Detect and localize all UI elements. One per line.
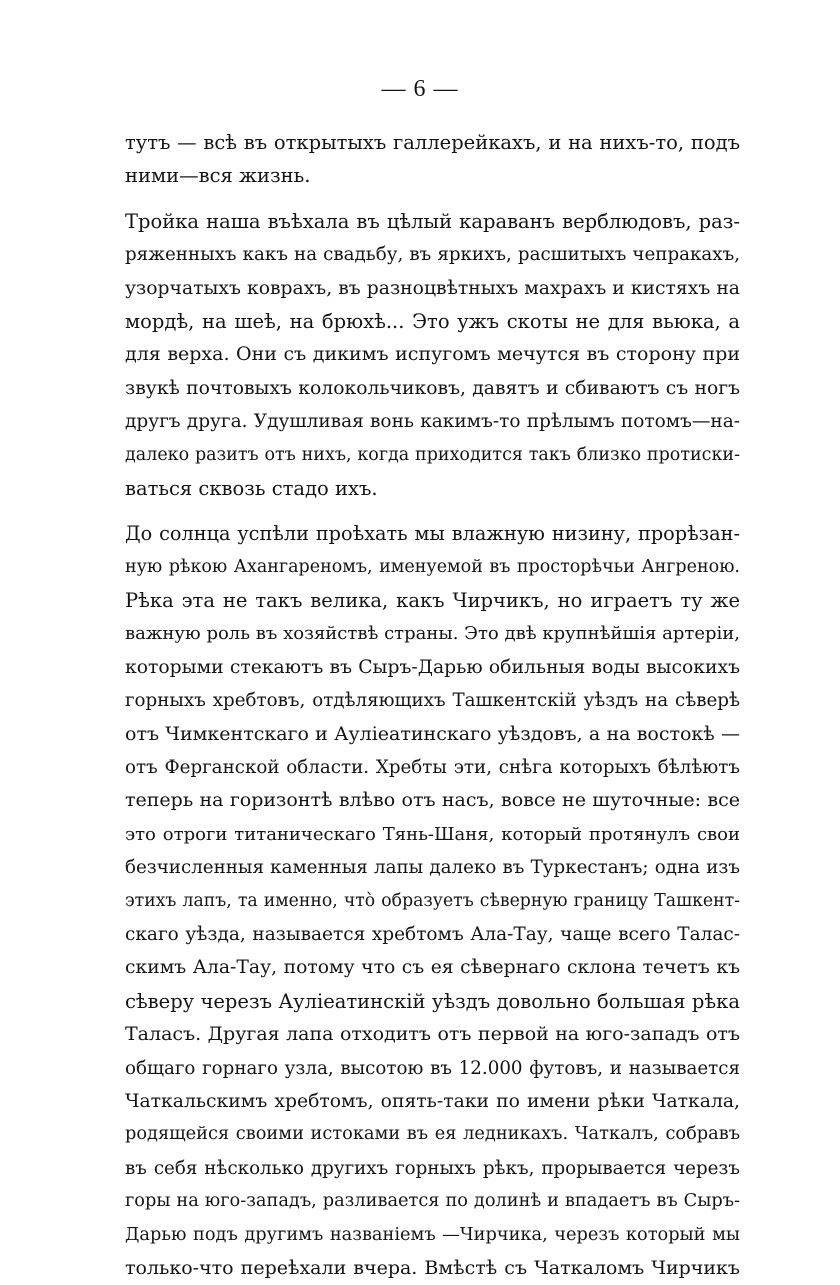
text-line: которыми стекаютъ въ Сыръ-Дарью обильныя воды высокихъ xyxy=(125,656,740,678)
text-line: Таласъ. Другая лапа отходитъ отъ первой на юго-западъ отъ xyxy=(125,1023,740,1046)
body-text xyxy=(125,126,740,1285)
text-line: узорчатыхъ коврахъ, въ разноцвѣтныхъ махрахъ и кистяхъ на xyxy=(125,277,740,299)
text-line: только-что переѣхали вчера. Вмѣстѣ съ Чаткаломъ Чирчикъ xyxy=(125,1256,740,1279)
text-line: ряженныхъ какъ на свадьбу, въ яркихъ, расшитыхъ чепракахъ, xyxy=(125,244,740,266)
text-line: другъ друга. Удушливая вонь какимъ-то прѣлымъ пoтомъ—на- xyxy=(125,411,740,433)
text-line: Чаткальскимъ хребтомъ, опять-таки по имени рѣки Чаткала, xyxy=(125,1090,740,1112)
text-line: въ себя нѣсколько другихъ горныхъ рѣкъ, прорывается черезъ xyxy=(125,1157,740,1179)
text-line: тутъ — всѣ въ открытыхъ галлерейкахъ, и на нихъ-то, подъ xyxy=(125,131,740,154)
text-line: теперь на горизонтѣ влѣво отъ насъ, вовсе не шуточные: все xyxy=(125,789,740,812)
text-line: Рѣка эта не такъ велика, какъ Чирчикъ, но играетъ ту же xyxy=(125,589,740,613)
text-line: горы на юго-западъ, разливается по долинѣ и впадаетъ въ Сыръ- xyxy=(125,1191,740,1212)
text-line: ную рѣкою Ахангареномъ, именуемой въ просторѣчьи Ангреною. xyxy=(125,556,740,577)
text-line: скимъ Ала-Тау, потому что съ ея сѣвернаго склона течетъ къ xyxy=(125,957,740,979)
text-line: звукѣ почтовыхъ колокольчиковъ, давятъ и сбиваютъ съ ногъ xyxy=(125,377,740,399)
text-line: общаго горнаго узла, высотою въ 12.000 футовъ, и называется xyxy=(125,1057,740,1079)
text-line: безчисленныя каменныя лапы далеко въ Туркестанъ; одна изъ xyxy=(125,857,740,879)
text-line: мордѣ, на шеѣ, на брюхѣ... Это ужъ скоты не для вьюка, а xyxy=(125,309,740,333)
text-line: отъ Ферганской области. Хребты эти, снѣга которыхъ бѣлѣютъ xyxy=(125,757,740,779)
text-line: Тройка наша въѣхала въ цѣлый караванъ верблюдовъ, раз- xyxy=(125,209,740,233)
text-line: важную роль въ хозяйствѣ страны. Это двѣ крупнѣйшія артеріи, xyxy=(125,623,740,645)
paragraph-2 xyxy=(125,205,740,506)
text-line: родящейся своими истоками въ ея ледникахъ. Чаткалъ, собравъ xyxy=(125,1124,740,1145)
paragraph-1 xyxy=(125,126,740,193)
text-line: этихъ лапъ, та именно, чтò образуетъ сѣверную границу Ташкент- xyxy=(125,890,740,911)
text-line: это отроги титаническаго Тянь-Шаня, который протянулъ свои xyxy=(125,823,740,845)
text-line: ваться сквозь стадо ихъ. xyxy=(125,476,378,500)
text-line: для верха. Они съ дикимъ испугомъ мечутся въ сторону при xyxy=(125,343,740,366)
text-line: скаго уѣзда, называется хребтомъ Ала-Тау, чаще всего Талас- xyxy=(125,923,740,945)
text-line: сѣверу черезъ Ауліеатинскій уѣздъ довольно большая рѣка xyxy=(125,989,740,1013)
text-line: До солнца успѣли проѣхать мы влажную низину, прорѣзан- xyxy=(125,522,740,546)
text-line: Дарью подъ другимъ названіемъ —Чирчика, черезъ который мы xyxy=(125,1224,740,1245)
text-line: ними—вся жизнь. xyxy=(125,164,311,188)
text-line: горныхъ хребтовъ, отдѣляющихъ Ташкентскій уѣздъ на сѣверѣ xyxy=(125,690,740,712)
page-number: — 6 — xyxy=(381,76,459,102)
paragraph-3 xyxy=(125,517,740,1285)
text-line: отъ Чимкентскаго и Ауліеатинскаго уѣздовъ, а на востокѣ — xyxy=(125,722,740,745)
text-line: далеко разитъ отъ нихъ, когда приходится такъ близко протиски- xyxy=(125,444,740,465)
